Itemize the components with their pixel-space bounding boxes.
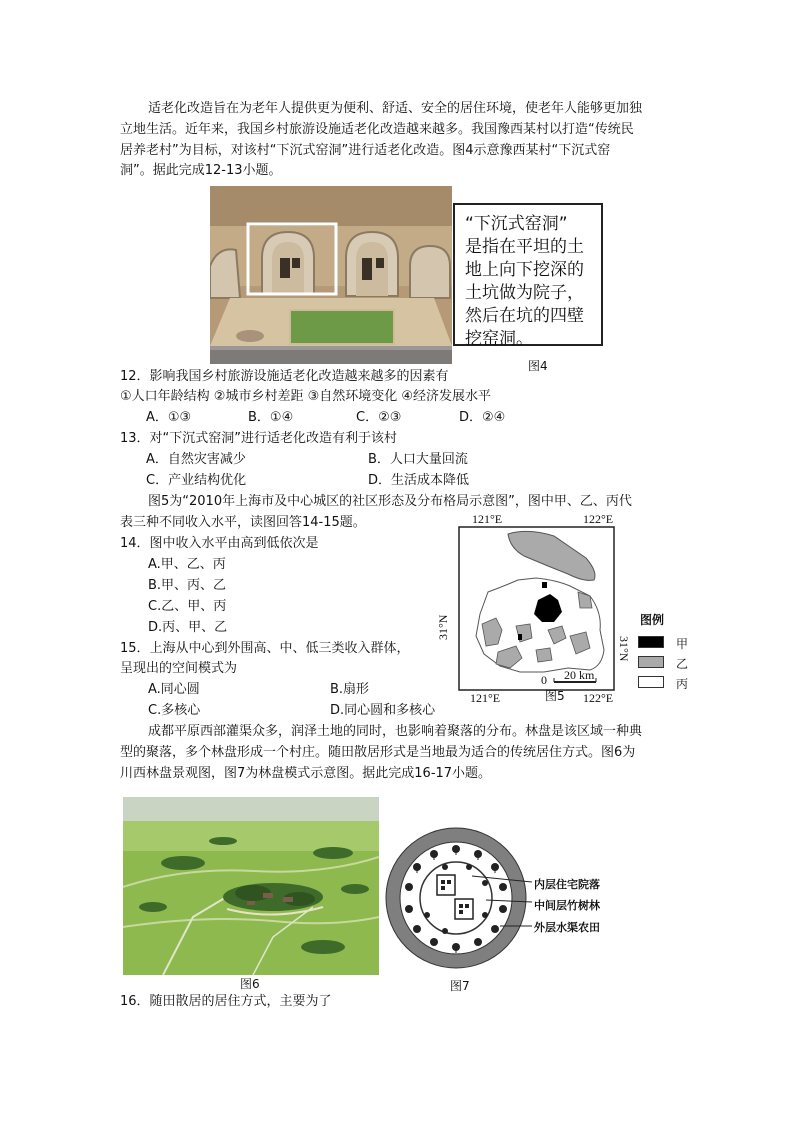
shanghai-map-illustration <box>458 526 615 691</box>
fig6-photo <box>123 797 379 975</box>
q15-stem-line-1: 15．上海从中心到外围高、中、低三类收入群体， <box>120 641 410 656</box>
q14-option-a[interactable]: A.甲、乙、丙 <box>148 557 226 572</box>
q13-option-c[interactable]: C．产业结构优化 <box>146 473 247 488</box>
legend-label-bing: 丙 <box>676 677 689 691</box>
legend-swatch-jia <box>638 636 664 648</box>
q12-factors: ①人口年龄结构 ②城市乡村差距 ③自然环境变化 ④经济发展水平 <box>120 389 492 404</box>
fig5-map <box>458 526 615 691</box>
fig4-callout <box>453 203 603 349</box>
q13-stem: 13．对“下沉式窑洞”进行适老化改造有利于该村 <box>120 431 398 446</box>
fig7-leader-lines <box>470 870 540 940</box>
callout-line: “下沉式窑洞” <box>465 214 568 234</box>
q16-stem: 16．随田散居的居住方式，主要为了 <box>120 994 332 1009</box>
q14-option-c[interactable]: C.乙、甲、丙 <box>148 599 227 614</box>
callout-line: 然后在坑的四壁 <box>465 306 584 326</box>
q13-option-b[interactable]: B．人口大量回流 <box>368 452 468 467</box>
fig5-scale-zero: 0 <box>541 673 547 687</box>
intro3-line-3: 川西林盘景观图，图7为林盘模式示意图。据此完成16-17小题。 <box>120 766 492 781</box>
fig5-lat-right: 31°N <box>617 636 631 662</box>
legend-swatch-bing <box>638 676 664 688</box>
fig7-caption: 图7 <box>450 979 470 993</box>
linpan-landscape-illustration <box>123 797 379 975</box>
q14-option-b[interactable]: B.甲、丙、乙 <box>148 578 227 593</box>
fig5-lon-top-left: 121°E <box>472 512 503 526</box>
fig5-scale-label: 20 km <box>564 668 595 682</box>
fig5-lat-left: 31°N <box>436 614 450 640</box>
q14-option-d[interactable]: D.丙、甲、乙 <box>148 620 228 635</box>
intro1-line-4: 洞”。据此完成12-13小题。 <box>120 163 282 178</box>
q15-stem-line-2: 呈现出的空间模式为 <box>120 661 238 676</box>
fig5-caption: 图5 <box>545 689 565 703</box>
cave-dwelling-illustration <box>210 186 452 364</box>
q14-stem: 14．图中收入水平由高到低依次是 <box>120 536 319 551</box>
intro3-line-2: 型的聚落，多个林盘形成一个村庄。随田散居形式是当地最为适合的传统居住方式。图6为 <box>120 745 636 760</box>
intro1-line-1: 适老化改造旨在为老年人提供更为便利、舒适、安全的居住环境，使老年人能够更加独 <box>148 101 643 116</box>
fig7-label-outer: 外层水渠农田 <box>534 921 600 934</box>
intro1-line-2: 立地生活。近年来，我国乡村旅游设施适老化改造越来越多。我国豫西某村以打造“传统民 <box>120 122 634 137</box>
q15-option-a[interactable]: A.同心圆 <box>148 682 200 697</box>
q13-option-d[interactable]: D．生活成本降低 <box>368 473 470 488</box>
q12-option-a[interactable]: A．①③ <box>146 410 192 425</box>
fig4-photo <box>210 186 452 364</box>
q12-option-d[interactable]: D．②④ <box>459 410 506 425</box>
callout-line: 地上向下挖深的 <box>465 260 584 280</box>
intro2-line-2: 表三种不同收入水平，读图回答14-15题。 <box>120 515 366 530</box>
legend-label-jia: 甲 <box>676 637 689 651</box>
fig7-label-middle: 中间层竹树林 <box>534 899 600 912</box>
q12-option-c[interactable]: C．②③ <box>356 410 402 425</box>
intro3-line-1: 成都平原西部灌渠众多，润泽土地的同时，也影响着聚落的分布。林盘是该区域一种典 <box>148 724 643 739</box>
fig6-caption: 图6 <box>240 977 260 991</box>
intro2-line-1: 图5为“2010年上海市及中心城区的社区形态及分布格局示意图”，图中甲、乙、丙代 <box>148 494 632 509</box>
callout-line: 土坑做为院子， <box>465 283 584 303</box>
fig5-lon-bottom-right: 122°E <box>583 691 614 705</box>
fig7-label-inner: 内层住宅院落 <box>534 878 600 891</box>
intro1-line-3: 居养老村”为目标，对该村“下沉式窑洞”进行适老化改造。图4示意豫西某村“下沉式窑 <box>120 143 611 158</box>
q15-option-c[interactable]: C.多核心 <box>148 703 201 718</box>
q12-stem: 12．影响我国乡村旅游设施适老化改造越来越多的因素有 <box>120 369 449 384</box>
callout-line: 挖窑洞。 <box>465 329 533 349</box>
q15-option-d[interactable]: D.同心圆和多核心 <box>330 703 436 718</box>
fig5-lon-top-right: 122°E <box>583 512 614 526</box>
legend-swatch-yi <box>638 656 664 668</box>
fig5-lon-bottom-left: 121°E <box>470 691 501 705</box>
q13-option-a[interactable]: A．自然灾害减少 <box>146 452 246 467</box>
fig4-caption: 图4 <box>528 359 548 373</box>
legend-label-yi: 乙 <box>676 657 689 671</box>
callout-line: 是指在平坦的土 <box>465 237 584 257</box>
q12-option-b[interactable]: B．①④ <box>248 410 294 425</box>
fig5-legend-title: 图例 <box>640 613 665 627</box>
q15-option-b[interactable]: B.扇形 <box>330 682 370 697</box>
